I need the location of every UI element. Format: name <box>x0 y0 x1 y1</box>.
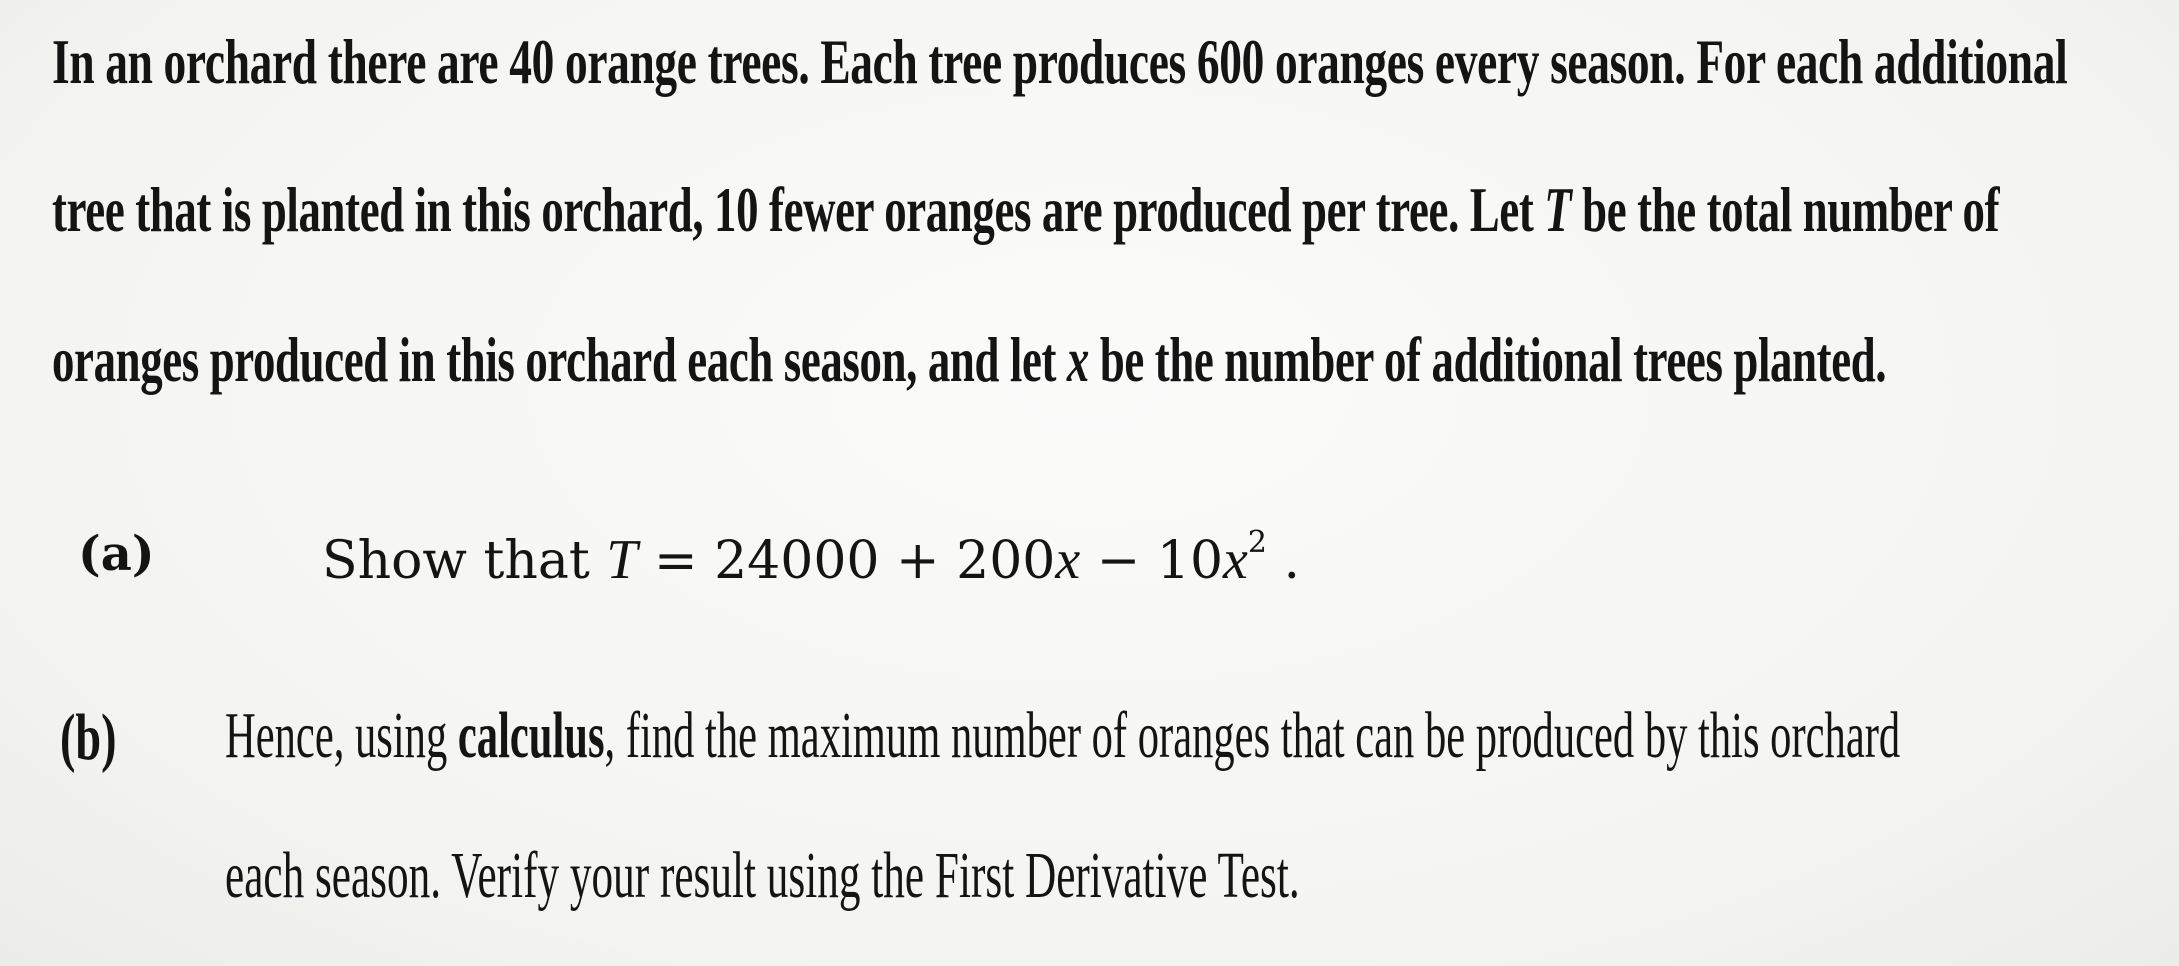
math-var-T: T <box>606 529 638 591</box>
math-var-x: x <box>1055 529 1081 591</box>
intro-line-3-text-c: trees planted. <box>1622 324 1887 395</box>
part-a-eq-mid: = 24000 + 200 <box>637 531 1056 591</box>
part-b-line-1-text-a: Hence, using <box>225 699 458 772</box>
emphasis-additional: additional <box>1431 324 1623 395</box>
part-b-line-2-text: each season. Verify your result using the First Derivative Test. <box>225 839 1300 912</box>
intro-line-1 <box>52 26 2068 97</box>
part-a-label: (a) <box>78 526 155 582</box>
intro-line-3 <box>52 324 1887 395</box>
part-b-line-1 <box>225 699 1901 772</box>
exponent-2: 2 <box>1247 525 1267 560</box>
variable-x: x <box>1066 324 1089 395</box>
part-a-eq-minus: − 10 <box>1080 531 1224 591</box>
intro-line-2 <box>52 174 2000 245</box>
intro-line-3-text-a: oranges produced in this orchard each season, and let <box>52 324 1067 395</box>
part-b-line-2 <box>225 839 1300 912</box>
math-var-x-squared: x <box>1223 529 1248 591</box>
intro-line-3-text-b: be the number of <box>1088 324 1432 395</box>
part-b-line-1-text-b: , find the maximum number of oranges that can be produced by this orchard <box>604 699 1901 772</box>
part-b-label: (b) <box>60 701 117 774</box>
variable-T: T <box>1544 174 1572 245</box>
intro-line-2-text-b: be the total number of <box>1571 174 2000 245</box>
intro-line-2-text-a: tree that is planted in this orchard, 10 fewer oranges are produced per tree. Let <box>52 174 1545 245</box>
part-a-statement <box>322 525 1301 591</box>
intro-line-1-text: In an orchard there are 40 orange trees. Each tree produces 600 oranges every season. For each additional <box>52 26 2068 97</box>
part-a-show-that: Show that <box>322 531 607 591</box>
part-a-period: . <box>1266 531 1301 591</box>
emphasis-calculus: calculus <box>457 699 605 772</box>
